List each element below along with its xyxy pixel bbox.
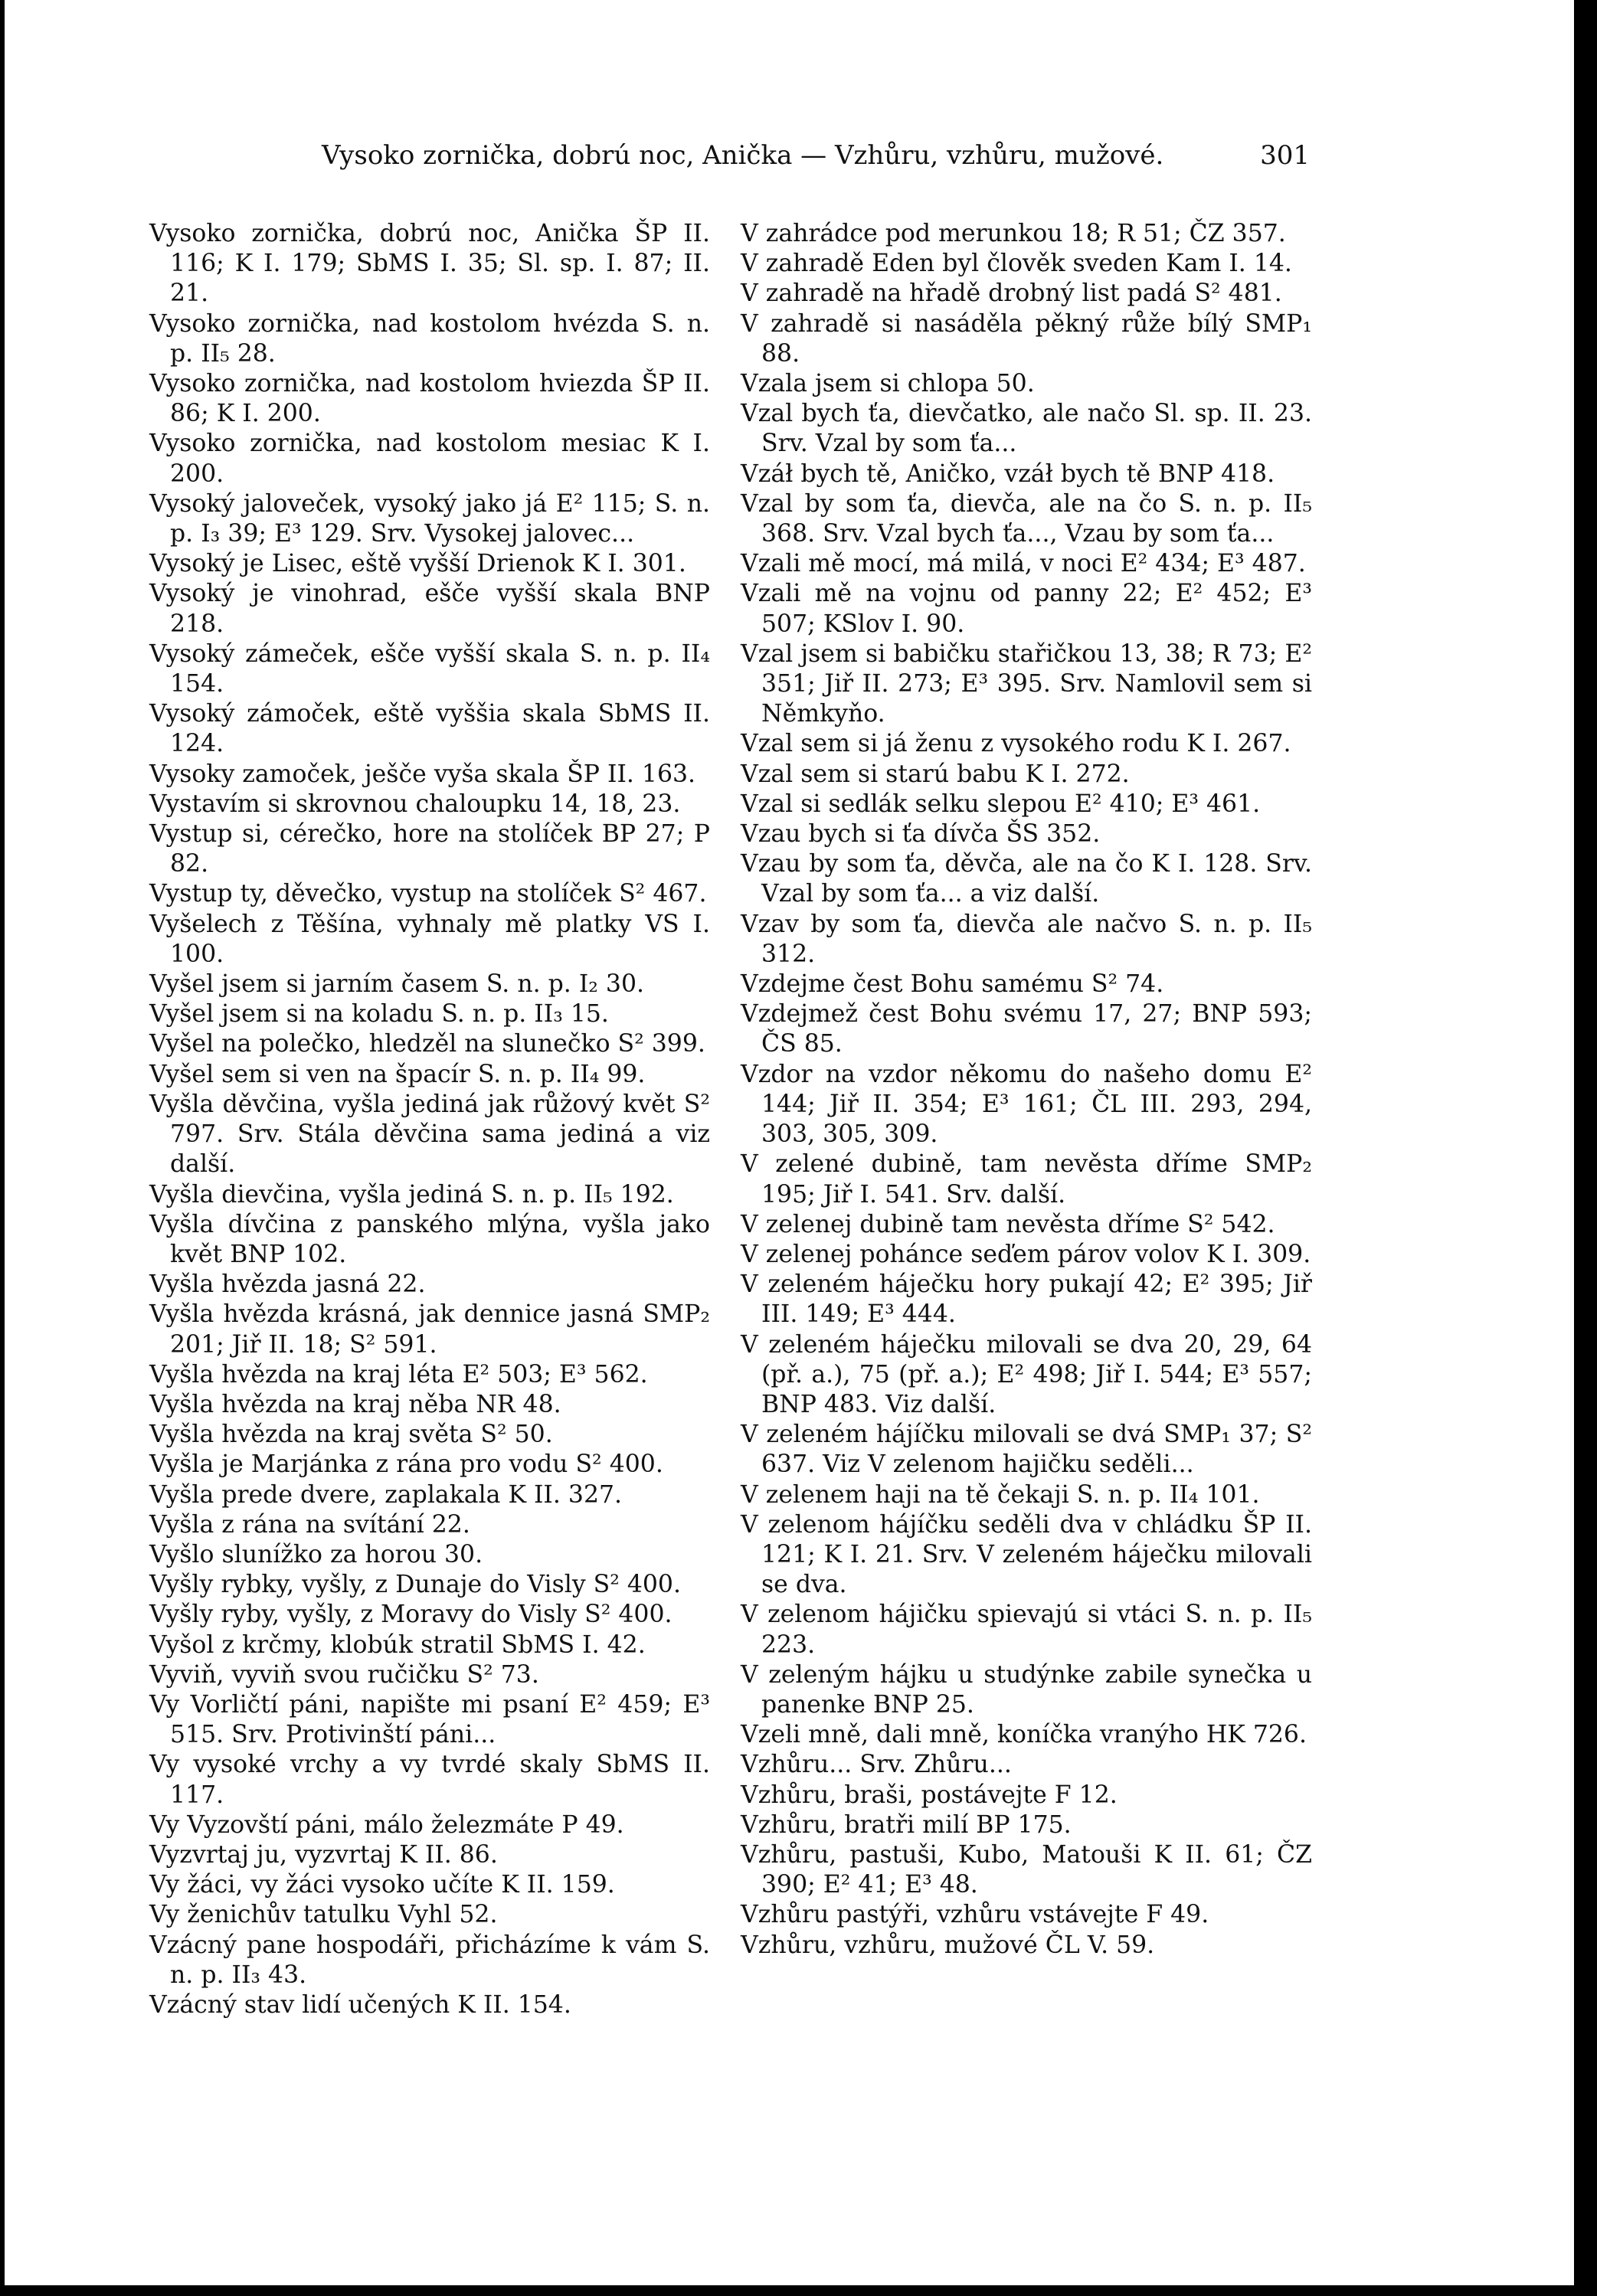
index-entry: Vzali mě mocí, má milá, v noci E² 434; E³ 487. xyxy=(741,550,1306,578)
index-entry: Vzal jsem si babičku stařičkou 13, 38; R 73; E² 351; Jiř II. 273; E³ 395. Srv. Namlovil sem si Němkyňo. xyxy=(741,639,1312,728)
index-entry: Vyšel jsem si na koladu S. n. p. II₃ 15. xyxy=(149,1000,609,1029)
right-column xyxy=(741,219,1312,1961)
page-number: 301 xyxy=(1260,140,1310,171)
index-entry: V zahradě Eden byl člověk sveden Kam I. 14. xyxy=(741,250,1292,278)
index-entry: V zeleným hájku u studýnke zabile synečka u panenke BNP 25. xyxy=(741,1660,1312,1719)
index-entry: Vy žáci, vy žáci vysoko učíte K II. 159. xyxy=(149,1871,615,1899)
index-entry: Vysoký zámeček, ešče vyšší skala S. n. p. II₄ 154. xyxy=(149,639,710,698)
index-entry: Vzhůru pastýři, vzhůru vstávejte F 49. xyxy=(741,1901,1209,1929)
index-entry: Vyšol z krčmy, klobúk stratil SbMS I. 42. xyxy=(149,1630,646,1659)
index-entry: Vzhůru, vzhůru, mužové ČL V. 59. xyxy=(741,1931,1155,1959)
index-entry: V zelenem haji na tě čekaji S. n. p. II₄ 101. xyxy=(741,1480,1260,1509)
index-entry: Vyšlo slunížko za horou 30. xyxy=(149,1540,483,1568)
index-entry: Vy Vorličtí páni, napište mi psaní E² 459; E³ 515. Srv. Protivinští páni... xyxy=(149,1690,710,1749)
index-entry: V zahrádce pod merunkou 18; R 51; ČZ 357. xyxy=(741,220,1286,247)
index-entry: Vy ženichův tatulku Vyhl 52. xyxy=(149,1901,498,1929)
index-entry: Vystavím si skrovnou chaloupku 14, 18, 23. xyxy=(149,790,681,818)
index-entry: Vyšel na polečko, hledzěl na slunečko S² 399. xyxy=(149,1030,705,1058)
index-entry: Vyšla hvězda krásná, jak dennice jasná SMP₂ 201; Jiř II. 18; S² 591. xyxy=(149,1300,710,1359)
index-entry: Vzácný pane hospodáři, přicházíme k vám S. n. p. II₃ 43. xyxy=(149,1931,710,1989)
index-entry: V zahradě na hřadě drobný list padá S² 481. xyxy=(741,280,1282,308)
index-entry: Vysoko zornička, dobrú noc, Anička ŠP II. 116; K I. 179; SbMS I. 35; Sl. sp. I. 87; II. 21. xyxy=(149,220,710,308)
index-entry: V zeleném háječku milovali se dva 20, 29, 64 (př. a.), 75 (př. a.); E² 498; Jiř I. 544; E³ 557; BNP 483. Viz další. xyxy=(741,1330,1312,1418)
index-entry: Vyšla dievčina, vyšla jediná S. n. p. II₅ 192. xyxy=(149,1180,674,1209)
index-entry: V zelenom hájíčku seděli dva v chládku ŠP II. 121; K I. 21. Srv. V zeleném háječku milovali se dva. xyxy=(741,1510,1312,1599)
index-entry: Vyšla z rána na svítání 22. xyxy=(149,1510,470,1539)
index-entry: Vzeli mně, dali mně, koníčka vranýho HK 726. xyxy=(741,1721,1307,1749)
index-entry: Vyšelech z Těšína, vyhnaly mě platky VS I. 100. xyxy=(149,910,710,968)
index-entry: Vy Vyzovští páni, málo železmáte P 49. xyxy=(149,1810,624,1839)
index-entry: Vyšla hvězda jasná 22. xyxy=(149,1271,426,1299)
index-entry: Vzácný stav lidí učených K II. 154. xyxy=(149,1990,571,2019)
index-entry: Vyviň, vyviň svou ručičku S² 73. xyxy=(149,1660,539,1689)
index-entry: Vzal sem si já ženu z vysokého rodu K I. 267. xyxy=(741,730,1291,758)
index-entry: V zeleném hájíčku milovali se dvá SMP₁ 37; S² 637. Viz V zelenom hajičku seděli... xyxy=(741,1421,1312,1479)
index-entry: Vyzvrtaj ju, vyzvrtaj K II. 86. xyxy=(149,1840,498,1869)
index-entry: Vysoký je vinohrad, ešče vyšší skala BNP 218. xyxy=(149,580,710,638)
index-entry: V zelenej dubině tam nevěsta dříme S² 542. xyxy=(741,1210,1275,1238)
index-entry: Vzdejmež čest Bohu svému 17, 27; BNP 593; ČS 85. xyxy=(741,1000,1312,1058)
index-entry: Vy vysoké vrchy a vy tvrdé skaly SbMS II. 117. xyxy=(149,1751,710,1809)
index-entry: Vyšel jsem si jarním časem S. n. p. I₂ 30. xyxy=(149,970,644,999)
index-entry: Vzhůru... Srv. Zhůru... xyxy=(741,1751,1012,1779)
index-entry: Vzau bych si ťa dívča ŠS 352. xyxy=(741,820,1101,849)
index-entry: V zelenej pohánce seďem párov volov K I. 309. xyxy=(741,1240,1311,1268)
index-entry: Vzdejme čest Bohu samému S² 74. xyxy=(741,970,1164,999)
index-entry: Vysoko zornička, nad kostolom mesiac K I. 200. xyxy=(149,430,710,488)
index-entry: Vzhůru, bratři milí BP 175. xyxy=(741,1810,1072,1839)
index-entry: Vzal sem si starú babu K I. 272. xyxy=(741,760,1130,788)
index-entry: Vzal by som ťa, dievča, ale na čo S. n. p. II₅ 368. Srv. Vzal bych ťa..., Vzau by som ťa... xyxy=(741,489,1312,548)
index-entry: Vysoko zornička, nad kostolom hviezda ŠP II. 86; K I. 200. xyxy=(149,370,710,428)
index-entry: Vzali mě na vojnu od panny 22; E² 452; E³ 507; KSlov I. 90. xyxy=(741,580,1312,638)
index-entry: V zelené dubině, tam nevěsta dříme SMP₂ 195; Jiř I. 541. Srv. další. xyxy=(741,1150,1312,1209)
index-entry: Vyšla děvčina, vyšla jediná jak růžový květ S² 797. Srv. Stála děvčina sama jediná a viz další. xyxy=(149,1090,710,1179)
index-entry: V zahradě si nasáděla pěkný růže bílý SMP₁ 88. xyxy=(741,309,1312,368)
running-header xyxy=(322,136,1310,175)
header-title: Vysoko zornička, dobrú noc, Anička — Vzhůru, vzhůru, mužové. xyxy=(322,140,1164,171)
index-entry: Vzal si sedlák selku slepou E² 410; E³ 461. xyxy=(741,790,1261,818)
index-entry: V zelenom hájičku spievajú si vtáci S. n. p. II₅ 223. xyxy=(741,1601,1312,1659)
index-entry: Vyšel sem si ven na špacír S. n. p. II₄ 99. xyxy=(149,1060,646,1088)
index-entry: Vzau by som ťa, děvča, ale na čo K I. 128. Srv. Vzal by som ťa... a viz další. xyxy=(741,850,1312,908)
index-entry: Vysoký jaloveček, vysoký jako já E² 115; S. n. p. I₃ 39; E³ 129. Srv. Vysokej jalovec... xyxy=(149,489,710,548)
index-entry: Vzala jsem si chlopa 50. xyxy=(741,370,1035,398)
index-entry: Vysoko zornička, nad kostolom hvézda S. n. p. II₅ 28. xyxy=(149,309,710,368)
scan-border-right xyxy=(1574,0,1597,2296)
index-entry: Vyšla prede dvere, zaplakala K II. 327. xyxy=(149,1480,623,1509)
index-entry: Vyšla dívčina z panského mlýna, vyšla jako květ BNP 102. xyxy=(149,1210,710,1268)
index-entry: Vzhůru, pastuši, Kubo, Matouši K II. 61; ČZ 390; E² 41; E³ 48. xyxy=(741,1840,1312,1899)
index-entry: Vystup ty, děvečko, vystup na stolíček S² 467. xyxy=(149,880,707,908)
index-entry: Vystup si, cérečko, hore na stolíček BP 27; P 82. xyxy=(149,820,710,878)
index-entry: Vzav by som ťa, dievča ale načvo S. n. p. II₅ 312. xyxy=(741,910,1312,968)
index-entry: Vzáł bych tě, Aničko, vzáł bych tě BNP 418. xyxy=(741,460,1275,488)
index-entry: Vzal bych ťa, dievčatko, ale načo Sl. sp. II. 23. Srv. Vzal by som ťa... xyxy=(741,400,1312,458)
index-entry: Vysoký je Lisec, eště vyšší Drienok K I. 301. xyxy=(149,550,686,578)
index-entry: Vyšly rybky, vyšly, z Dunaje do Visly S² 400. xyxy=(149,1571,681,1599)
index-entry: Vysoký zámoček, eště vyššia skala SbMS II. 124. xyxy=(149,700,710,758)
index-entry: Vzhůru, braši, postávejte F 12. xyxy=(741,1781,1118,1809)
scan-border-bottom xyxy=(0,2285,1597,2296)
index-entry: Vyšla hvězda na kraj něba NR 48. xyxy=(149,1390,561,1418)
left-column xyxy=(149,219,710,2020)
scan-border-left xyxy=(0,0,5,2296)
index-entry: Vyšla je Marjánka z rána pro vodu S² 400. xyxy=(149,1451,663,1479)
index-entry: Vzdor na vzdor někomu do našeho domu E² 144; Jiř II. 354; E³ 161; ČL III. 293, 294, 303, 305, 309. xyxy=(741,1060,1312,1149)
index-entry: Vysoky zamoček, ješče vyša skala ŠP II. 163. xyxy=(149,760,696,788)
index-entry: Vyšly ryby, vyšly, z Moravy do Visly S² 400. xyxy=(149,1601,673,1629)
index-entry: V zeleném háječku hory pukají 42; E² 395; Jiř III. 149; E³ 444. xyxy=(741,1271,1312,1329)
index-entry: Vyšla hvězda na kraj světa S² 50. xyxy=(149,1421,553,1449)
index-entry: Vyšla hvězda na kraj léta E² 503; E³ 562. xyxy=(149,1360,648,1388)
